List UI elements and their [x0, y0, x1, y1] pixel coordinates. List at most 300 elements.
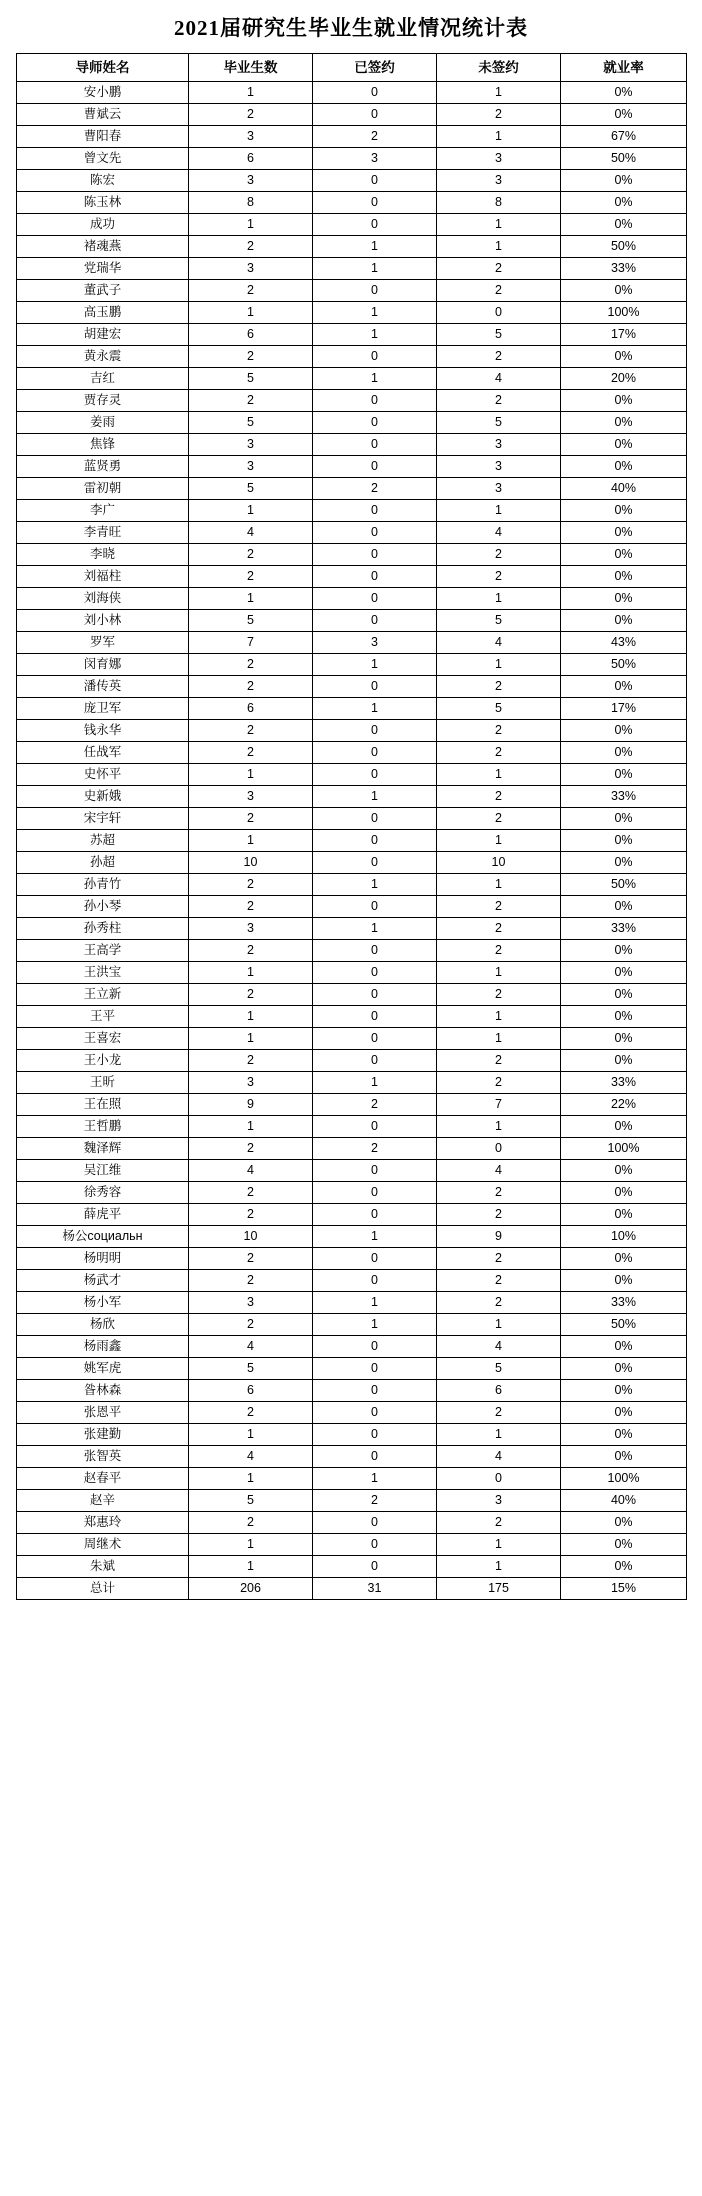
cell-signed: 2 — [313, 1490, 437, 1512]
cell-unsigned: 2 — [437, 896, 561, 918]
cell-graduates: 2 — [189, 566, 313, 588]
total-signed: 31 — [313, 1578, 437, 1600]
cell-graduates: 2 — [189, 1314, 313, 1336]
cell-signed: 0 — [313, 346, 437, 368]
cell-unsigned: 4 — [437, 1160, 561, 1182]
cell-graduates: 2 — [189, 1182, 313, 1204]
cell-graduates: 1 — [189, 1028, 313, 1050]
table-row — [17, 1094, 687, 1116]
cell-employment-rate: 0% — [561, 1050, 687, 1072]
column-header-graduates: 毕业生数 — [189, 54, 313, 82]
cell-employment-rate: 0% — [561, 170, 687, 192]
cell-advisor: 曾文先 — [17, 148, 189, 170]
total-unsigned: 175 — [437, 1578, 561, 1600]
cell-unsigned: 2 — [437, 280, 561, 302]
cell-graduates: 1 — [189, 82, 313, 104]
cell-signed: 0 — [313, 1116, 437, 1138]
cell-advisor: 王高学 — [17, 940, 189, 962]
cell-employment-rate: 33% — [561, 1292, 687, 1314]
cell-advisor: 杨明明 — [17, 1248, 189, 1270]
cell-graduates: 1 — [189, 588, 313, 610]
cell-graduates: 3 — [189, 1292, 313, 1314]
table-row — [17, 434, 687, 456]
cell-graduates: 6 — [189, 148, 313, 170]
cell-advisor: 曹斌云 — [17, 104, 189, 126]
cell-unsigned: 2 — [437, 1248, 561, 1270]
cell-advisor: 李青旺 — [17, 522, 189, 544]
cell-unsigned: 1 — [437, 1556, 561, 1578]
cell-advisor: 孙超 — [17, 852, 189, 874]
cell-unsigned: 2 — [437, 1072, 561, 1094]
cell-signed: 0 — [313, 676, 437, 698]
cell-employment-rate: 33% — [561, 258, 687, 280]
cell-employment-rate: 33% — [561, 786, 687, 808]
cell-signed: 1 — [313, 918, 437, 940]
table-row — [17, 1270, 687, 1292]
cell-unsigned: 0 — [437, 1138, 561, 1160]
cell-employment-rate: 0% — [561, 984, 687, 1006]
cell-signed: 0 — [313, 1512, 437, 1534]
cell-graduates: 2 — [189, 1512, 313, 1534]
cell-unsigned: 2 — [437, 984, 561, 1006]
cell-signed: 0 — [313, 412, 437, 434]
cell-signed: 0 — [313, 1160, 437, 1182]
cell-unsigned: 1 — [437, 1028, 561, 1050]
table-row — [17, 258, 687, 280]
cell-graduates: 3 — [189, 1072, 313, 1094]
total-label: 总计 — [17, 1578, 189, 1600]
cell-employment-rate: 43% — [561, 632, 687, 654]
cell-graduates: 2 — [189, 720, 313, 742]
cell-employment-rate: 50% — [561, 148, 687, 170]
table-row — [17, 1138, 687, 1160]
cell-signed: 1 — [313, 324, 437, 346]
table-row — [17, 1380, 687, 1402]
cell-signed: 0 — [313, 500, 437, 522]
cell-signed: 1 — [313, 786, 437, 808]
cell-unsigned: 5 — [437, 324, 561, 346]
cell-signed: 0 — [313, 1380, 437, 1402]
table-row — [17, 1446, 687, 1468]
cell-graduates: 4 — [189, 1160, 313, 1182]
cell-graduates: 4 — [189, 522, 313, 544]
cell-graduates: 1 — [189, 500, 313, 522]
cell-employment-rate: 0% — [561, 940, 687, 962]
table-row — [17, 1512, 687, 1534]
cell-advisor: 赵春平 — [17, 1468, 189, 1490]
cell-employment-rate: 0% — [561, 742, 687, 764]
cell-graduates: 5 — [189, 412, 313, 434]
table-row — [17, 654, 687, 676]
cell-employment-rate: 0% — [561, 500, 687, 522]
cell-signed: 0 — [313, 1028, 437, 1050]
cell-unsigned: 3 — [437, 170, 561, 192]
cell-advisor: 杨小军 — [17, 1292, 189, 1314]
cell-unsigned: 1 — [437, 1006, 561, 1028]
table-row — [17, 610, 687, 632]
cell-graduates: 8 — [189, 192, 313, 214]
cell-advisor: 焦锋 — [17, 434, 189, 456]
table-row — [17, 720, 687, 742]
cell-signed: 1 — [313, 1314, 437, 1336]
cell-unsigned: 5 — [437, 1358, 561, 1380]
cell-employment-rate: 0% — [561, 280, 687, 302]
cell-signed: 1 — [313, 1468, 437, 1490]
table-row — [17, 544, 687, 566]
cell-employment-rate: 0% — [561, 1028, 687, 1050]
cell-unsigned: 3 — [437, 434, 561, 456]
cell-graduates: 2 — [189, 1138, 313, 1160]
table-row — [17, 1468, 687, 1490]
cell-employment-rate: 0% — [561, 896, 687, 918]
cell-advisor: 杨武才 — [17, 1270, 189, 1292]
cell-graduates: 2 — [189, 236, 313, 258]
cell-advisor: 潘传英 — [17, 676, 189, 698]
table-row — [17, 1006, 687, 1028]
cell-advisor: 陈玉林 — [17, 192, 189, 214]
cell-unsigned: 8 — [437, 192, 561, 214]
cell-advisor: 郑惠玲 — [17, 1512, 189, 1534]
cell-unsigned: 3 — [437, 148, 561, 170]
cell-unsigned: 6 — [437, 1380, 561, 1402]
cell-advisor: 李广 — [17, 500, 189, 522]
cell-graduates: 5 — [189, 478, 313, 500]
cell-employment-rate: 0% — [561, 1182, 687, 1204]
cell-employment-rate: 0% — [561, 1402, 687, 1424]
cell-employment-rate: 50% — [561, 654, 687, 676]
cell-signed: 0 — [313, 522, 437, 544]
cell-unsigned: 5 — [437, 698, 561, 720]
table-row — [17, 874, 687, 896]
cell-graduates: 3 — [189, 456, 313, 478]
cell-graduates: 1 — [189, 1556, 313, 1578]
cell-employment-rate: 0% — [561, 1556, 687, 1578]
cell-graduates: 1 — [189, 830, 313, 852]
cell-employment-rate: 0% — [561, 346, 687, 368]
table-row — [17, 1072, 687, 1094]
cell-advisor: 刘福柱 — [17, 566, 189, 588]
cell-employment-rate: 50% — [561, 874, 687, 896]
cell-unsigned: 0 — [437, 302, 561, 324]
cell-signed: 0 — [313, 544, 437, 566]
total-graduates: 206 — [189, 1578, 313, 1600]
cell-advisor: 党瑞华 — [17, 258, 189, 280]
cell-advisor: 宋宇轩 — [17, 808, 189, 830]
cell-advisor: 姜雨 — [17, 412, 189, 434]
cell-advisor: 孙小琴 — [17, 896, 189, 918]
table-header — [17, 54, 687, 82]
cell-signed: 0 — [313, 104, 437, 126]
cell-unsigned: 1 — [437, 1116, 561, 1138]
cell-graduates: 5 — [189, 610, 313, 632]
cell-employment-rate: 0% — [561, 1380, 687, 1402]
cell-signed: 0 — [313, 1446, 437, 1468]
table-body — [17, 82, 687, 1600]
cell-employment-rate: 33% — [561, 1072, 687, 1094]
cell-advisor: 李晓 — [17, 544, 189, 566]
cell-graduates: 1 — [189, 962, 313, 984]
cell-signed: 0 — [313, 852, 437, 874]
cell-unsigned: 4 — [437, 1446, 561, 1468]
cell-unsigned: 2 — [437, 1292, 561, 1314]
cell-advisor: 刘海侠 — [17, 588, 189, 610]
table-row — [17, 500, 687, 522]
cell-advisor: 王在照 — [17, 1094, 189, 1116]
table-row — [17, 632, 687, 654]
cell-signed: 0 — [313, 1534, 437, 1556]
cell-graduates: 2 — [189, 940, 313, 962]
cell-graduates: 2 — [189, 1248, 313, 1270]
cell-signed: 0 — [313, 610, 437, 632]
cell-unsigned: 10 — [437, 852, 561, 874]
cell-graduates: 1 — [189, 1006, 313, 1028]
cell-advisor: 史怀平 — [17, 764, 189, 786]
cell-unsigned: 0 — [437, 1468, 561, 1490]
cell-unsigned: 2 — [437, 104, 561, 126]
table-row — [17, 1556, 687, 1578]
cell-graduates: 2 — [189, 896, 313, 918]
cell-signed: 1 — [313, 236, 437, 258]
table-row — [17, 126, 687, 148]
table-row — [17, 104, 687, 126]
table-row — [17, 1402, 687, 1424]
cell-unsigned: 3 — [437, 456, 561, 478]
cell-employment-rate: 100% — [561, 1138, 687, 1160]
table-row — [17, 324, 687, 346]
cell-signed: 0 — [313, 192, 437, 214]
cell-unsigned: 2 — [437, 742, 561, 764]
cell-advisor: 孙秀柱 — [17, 918, 189, 940]
cell-advisor: 雷初朝 — [17, 478, 189, 500]
cell-employment-rate: 0% — [561, 1006, 687, 1028]
cell-unsigned: 2 — [437, 390, 561, 412]
cell-advisor: 昝林森 — [17, 1380, 189, 1402]
table-row — [17, 1358, 687, 1380]
cell-signed: 0 — [313, 456, 437, 478]
cell-unsigned: 1 — [437, 830, 561, 852]
cell-signed: 0 — [313, 588, 437, 610]
table-row — [17, 1424, 687, 1446]
cell-signed: 3 — [313, 148, 437, 170]
cell-signed: 0 — [313, 742, 437, 764]
cell-unsigned: 2 — [437, 1512, 561, 1534]
table-row — [17, 1226, 687, 1248]
column-header-unsigned: 未签约 — [437, 54, 561, 82]
cell-advisor: 孙青竹 — [17, 874, 189, 896]
cell-graduates: 4 — [189, 1336, 313, 1358]
cell-advisor: 史新娥 — [17, 786, 189, 808]
table-row — [17, 214, 687, 236]
total-employment-rate: 15% — [561, 1578, 687, 1600]
cell-employment-rate: 0% — [561, 434, 687, 456]
cell-employment-rate: 0% — [561, 1358, 687, 1380]
cell-unsigned: 2 — [437, 918, 561, 940]
cell-unsigned: 1 — [437, 764, 561, 786]
cell-advisor: 钱永华 — [17, 720, 189, 742]
cell-signed: 0 — [313, 984, 437, 1006]
cell-graduates: 2 — [189, 808, 313, 830]
cell-unsigned: 1 — [437, 1534, 561, 1556]
table-row — [17, 1292, 687, 1314]
cell-advisor: 贾存灵 — [17, 390, 189, 412]
cell-graduates: 3 — [189, 918, 313, 940]
cell-graduates: 2 — [189, 984, 313, 1006]
cell-signed: 2 — [313, 1094, 437, 1116]
cell-unsigned: 1 — [437, 126, 561, 148]
cell-signed: 0 — [313, 1358, 437, 1380]
cell-advisor: 黄永震 — [17, 346, 189, 368]
table-row — [17, 148, 687, 170]
table-row — [17, 852, 687, 874]
cell-unsigned: 5 — [437, 610, 561, 632]
cell-unsigned: 4 — [437, 1336, 561, 1358]
column-header-employment-rate: 就业率 — [561, 54, 687, 82]
table-row — [17, 1204, 687, 1226]
cell-graduates: 1 — [189, 1468, 313, 1490]
table-total-row — [17, 1578, 687, 1600]
cell-graduates: 5 — [189, 368, 313, 390]
cell-advisor: 吉红 — [17, 368, 189, 390]
cell-employment-rate: 0% — [561, 1116, 687, 1138]
cell-advisor: 王昕 — [17, 1072, 189, 1094]
cell-signed: 1 — [313, 698, 437, 720]
cell-employment-rate: 0% — [561, 1336, 687, 1358]
cell-graduates: 2 — [189, 1050, 313, 1072]
cell-unsigned: 2 — [437, 1182, 561, 1204]
cell-signed: 0 — [313, 280, 437, 302]
cell-signed: 0 — [313, 434, 437, 456]
cell-unsigned: 4 — [437, 522, 561, 544]
cell-unsigned: 2 — [437, 1050, 561, 1072]
cell-employment-rate: 0% — [561, 82, 687, 104]
cell-signed: 0 — [313, 764, 437, 786]
cell-graduates: 2 — [189, 544, 313, 566]
cell-graduates: 4 — [189, 1446, 313, 1468]
cell-employment-rate: 0% — [561, 1270, 687, 1292]
table-row — [17, 1314, 687, 1336]
cell-signed: 0 — [313, 808, 437, 830]
cell-advisor: 徐秀容 — [17, 1182, 189, 1204]
table-row — [17, 764, 687, 786]
cell-graduates: 2 — [189, 104, 313, 126]
table-row — [17, 1534, 687, 1556]
table-row — [17, 368, 687, 390]
cell-graduates: 3 — [189, 786, 313, 808]
cell-advisor: 安小鹏 — [17, 82, 189, 104]
cell-advisor: 苏超 — [17, 830, 189, 852]
cell-signed: 0 — [313, 1424, 437, 1446]
cell-advisor: 曹阳春 — [17, 126, 189, 148]
cell-employment-rate: 0% — [561, 456, 687, 478]
cell-signed: 0 — [313, 170, 437, 192]
table-row — [17, 742, 687, 764]
cell-employment-rate: 17% — [561, 324, 687, 346]
cell-unsigned: 9 — [437, 1226, 561, 1248]
cell-unsigned: 5 — [437, 412, 561, 434]
cell-employment-rate: 0% — [561, 1446, 687, 1468]
cell-signed: 1 — [313, 1072, 437, 1094]
table-row — [17, 412, 687, 434]
cell-unsigned: 2 — [437, 258, 561, 280]
cell-graduates: 2 — [189, 346, 313, 368]
table-row — [17, 302, 687, 324]
cell-advisor: 张智英 — [17, 1446, 189, 1468]
table-row — [17, 1050, 687, 1072]
cell-advisor: 闵育娜 — [17, 654, 189, 676]
table-row — [17, 82, 687, 104]
cell-employment-rate: 0% — [561, 962, 687, 984]
cell-signed: 0 — [313, 1270, 437, 1292]
cell-graduates: 1 — [189, 302, 313, 324]
table-row — [17, 962, 687, 984]
cell-advisor: 褚魂燕 — [17, 236, 189, 258]
cell-signed: 0 — [313, 82, 437, 104]
cell-advisor: 陈宏 — [17, 170, 189, 192]
cell-advisor: 姚军虎 — [17, 1358, 189, 1380]
cell-advisor: 王哲鹏 — [17, 1116, 189, 1138]
cell-employment-rate: 0% — [561, 1160, 687, 1182]
cell-advisor: 薛虎平 — [17, 1204, 189, 1226]
cell-graduates: 9 — [189, 1094, 313, 1116]
table-row — [17, 456, 687, 478]
table-row — [17, 698, 687, 720]
cell-graduates: 2 — [189, 1270, 313, 1292]
cell-signed: 0 — [313, 720, 437, 742]
cell-employment-rate: 0% — [561, 214, 687, 236]
cell-graduates: 3 — [189, 434, 313, 456]
cell-advisor: 杨欣 — [17, 1314, 189, 1336]
cell-unsigned: 2 — [437, 1204, 561, 1226]
cell-unsigned: 1 — [437, 654, 561, 676]
table-row — [17, 1336, 687, 1358]
cell-advisor: 胡建宏 — [17, 324, 189, 346]
table-row — [17, 1182, 687, 1204]
cell-signed: 1 — [313, 302, 437, 324]
table-row — [17, 588, 687, 610]
cell-unsigned: 7 — [437, 1094, 561, 1116]
table-row — [17, 808, 687, 830]
cell-signed: 0 — [313, 1050, 437, 1072]
cell-employment-rate: 0% — [561, 676, 687, 698]
cell-unsigned: 1 — [437, 1424, 561, 1446]
cell-unsigned: 3 — [437, 478, 561, 500]
cell-graduates: 3 — [189, 258, 313, 280]
cell-employment-rate: 0% — [561, 830, 687, 852]
cell-graduates: 2 — [189, 280, 313, 302]
cell-signed: 0 — [313, 1248, 437, 1270]
table-row — [17, 940, 687, 962]
cell-employment-rate: 40% — [561, 478, 687, 500]
table-row — [17, 830, 687, 852]
cell-graduates: 3 — [189, 170, 313, 192]
cell-graduates: 2 — [189, 390, 313, 412]
cell-graduates: 2 — [189, 874, 313, 896]
cell-graduates: 2 — [189, 654, 313, 676]
cell-advisor: 杨公социальн — [17, 1226, 189, 1248]
table-row — [17, 522, 687, 544]
cell-employment-rate: 0% — [561, 852, 687, 874]
cell-signed: 0 — [313, 962, 437, 984]
cell-employment-rate: 0% — [561, 808, 687, 830]
cell-signed: 0 — [313, 566, 437, 588]
cell-employment-rate: 0% — [561, 1512, 687, 1534]
cell-unsigned: 2 — [437, 346, 561, 368]
table-row — [17, 192, 687, 214]
cell-employment-rate: 0% — [561, 610, 687, 632]
table-row — [17, 346, 687, 368]
cell-advisor: 刘小林 — [17, 610, 189, 632]
table-row — [17, 566, 687, 588]
